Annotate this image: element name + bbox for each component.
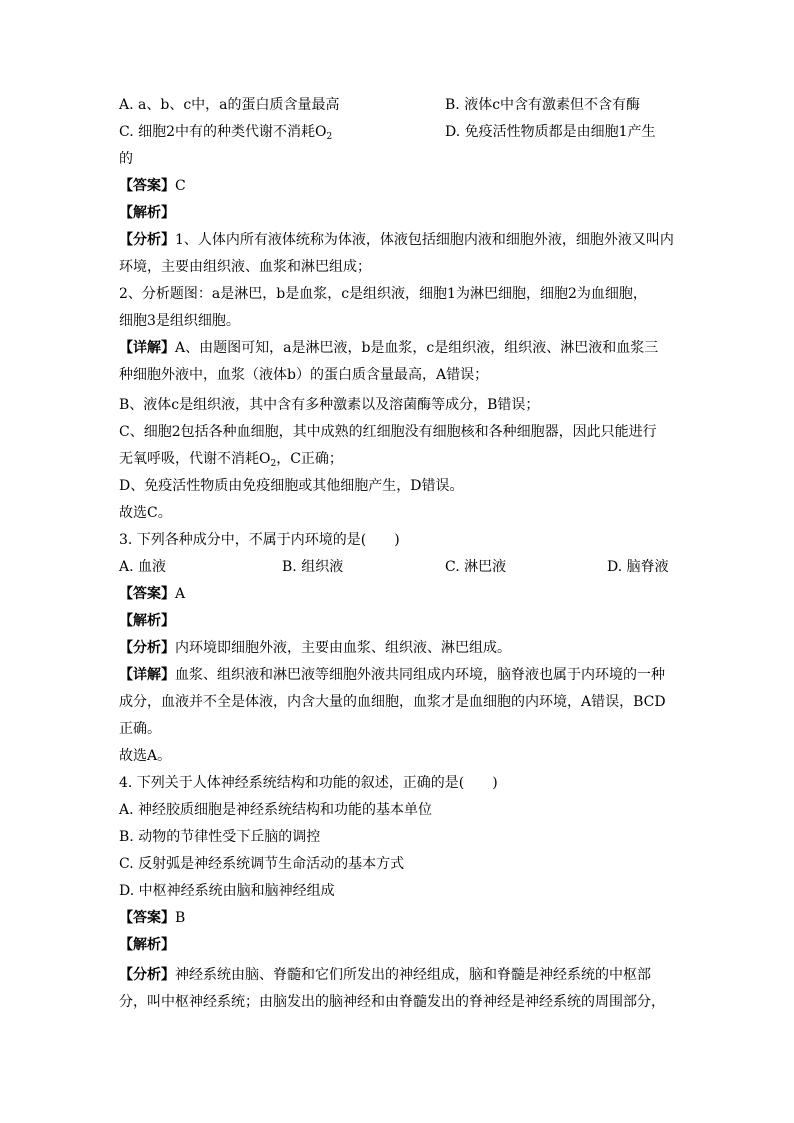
q3-option-b: B. 组织液 <box>282 559 344 575</box>
q2-detail-line-3: B、液体c是组织液，其中含有多种激素以及溶菌酶等成分，B错误； <box>119 397 540 413</box>
q4-analysis-line-1: 【分析】神经系统由脑、脊髓和它们所发出的神经组成，脑和脊髓是神经系统的中枢部 <box>119 967 651 983</box>
q2-option-c: C. 细胞2中有的种类代谢不消耗$O_2$ <box>119 124 333 142</box>
q2-jiexi-heading: 【解析】 <box>119 205 175 221</box>
q2-detail-line-4: C、细胞2包括各种血细胞，其中成熟的红细胞没有细胞核和各种细胞器，因此只能进行 <box>119 424 657 440</box>
q2-option-row-cd <box>119 122 656 142</box>
q4-answer: 【答案】B <box>119 910 186 926</box>
q3-analysis: 【分析】内环境即细胞外液，主要由血浆、组织液、淋巴组成。 <box>119 640 511 656</box>
q2-analysis-line-3: 2、分析题图：a是淋巴，b是血浆，c是组织液，细胞1为淋巴细胞，细胞2为血细胞， <box>119 286 647 302</box>
q4-stem: 4. 下列关于人体神经系统结构和功能的叙述，正确的是( ) <box>119 775 498 791</box>
q3-options-row <box>119 557 669 577</box>
q3-option-c: C. 淋巴液 <box>445 559 507 575</box>
q3-detail-line-2: 成分，血液并不全是体液，内含大量的血细胞，血浆才是血细胞的内环境，A错误，BCD <box>119 694 666 710</box>
q2-detail-line-5: 无氧呼吸，代谢不消耗$O_2$，C正确； <box>119 451 343 469</box>
q3-detail-line-1: 【详解】血浆、组织液和淋巴液等细胞外液共同组成内环境，脑脊液也属于内环境的一种 <box>119 667 665 683</box>
q3-jiexi-heading: 【解析】 <box>119 613 175 629</box>
q2-answer: 【答案】C <box>119 178 186 194</box>
q2-option-a: A. a、b、c中，a的蛋白质含量最高 <box>119 97 340 113</box>
q2-analysis-line-2: 环境，主要由组织液、血浆和淋巴组成； <box>119 259 371 275</box>
q3-option-d: D. 脑脊液 <box>607 559 669 575</box>
q4-option-d: D. 中枢神经系统由脑和脑神经组成 <box>119 883 335 899</box>
q4-option-a: A. 神经胶质细胞是神经系统结构和功能的基本单位 <box>119 802 433 818</box>
q2-analysis-line-4: 细胞3是组织细胞。 <box>119 313 240 329</box>
q2-analysis-line-1: 【分析】1、人体内所有液体统称为体液，体液包括细胞内液和细胞外液，细胞外液又叫内 <box>119 232 674 248</box>
q2-detail-line-2: 种细胞外液中，血浆（液体b）的蛋白质含量最高，A错误； <box>119 367 489 383</box>
q3-detail-line-3: 正确。 <box>119 721 161 737</box>
q2-detail-line-1: 【详解】A、由题图可知，a是淋巴液，b是血浆，c是组织液，组织液、淋巴液和血浆三 <box>119 340 659 356</box>
q2-option-row-ab <box>119 95 641 115</box>
q3-answer: 【答案】A <box>119 586 186 602</box>
q2-option-b: B. 液体c中含有激素但不含有酶 <box>445 97 641 113</box>
q3-stem: 3. 下列各种成分中，不属于内环境的是( ) <box>119 532 400 548</box>
q2-detail-line-6: D、免疫活性物质由免疫细胞或其他细胞产生，D错误。 <box>119 478 464 494</box>
q2-option-d-continued: 的 <box>119 151 133 167</box>
q4-option-c: C. 反射弧是神经系统调节生命活动的基本方式 <box>119 856 405 872</box>
q4-option-b: B. 动物的节律性受下丘脑的调控 <box>119 829 321 845</box>
q4-jiexi-heading: 【解析】 <box>119 937 175 953</box>
q2-conclusion: 故选C。 <box>119 505 172 521</box>
q3-option-a: A. 血液 <box>119 559 167 575</box>
q3-conclusion: 故选A。 <box>119 748 172 764</box>
q2-option-d: D. 免疫活性物质都是由细胞1产生 <box>445 124 656 140</box>
q4-analysis-line-2: 分，叫中枢神经系统；由脑发出的脑神经和由脊髓发出的脊神经是神经系统的周围部分， <box>119 994 665 1010</box>
